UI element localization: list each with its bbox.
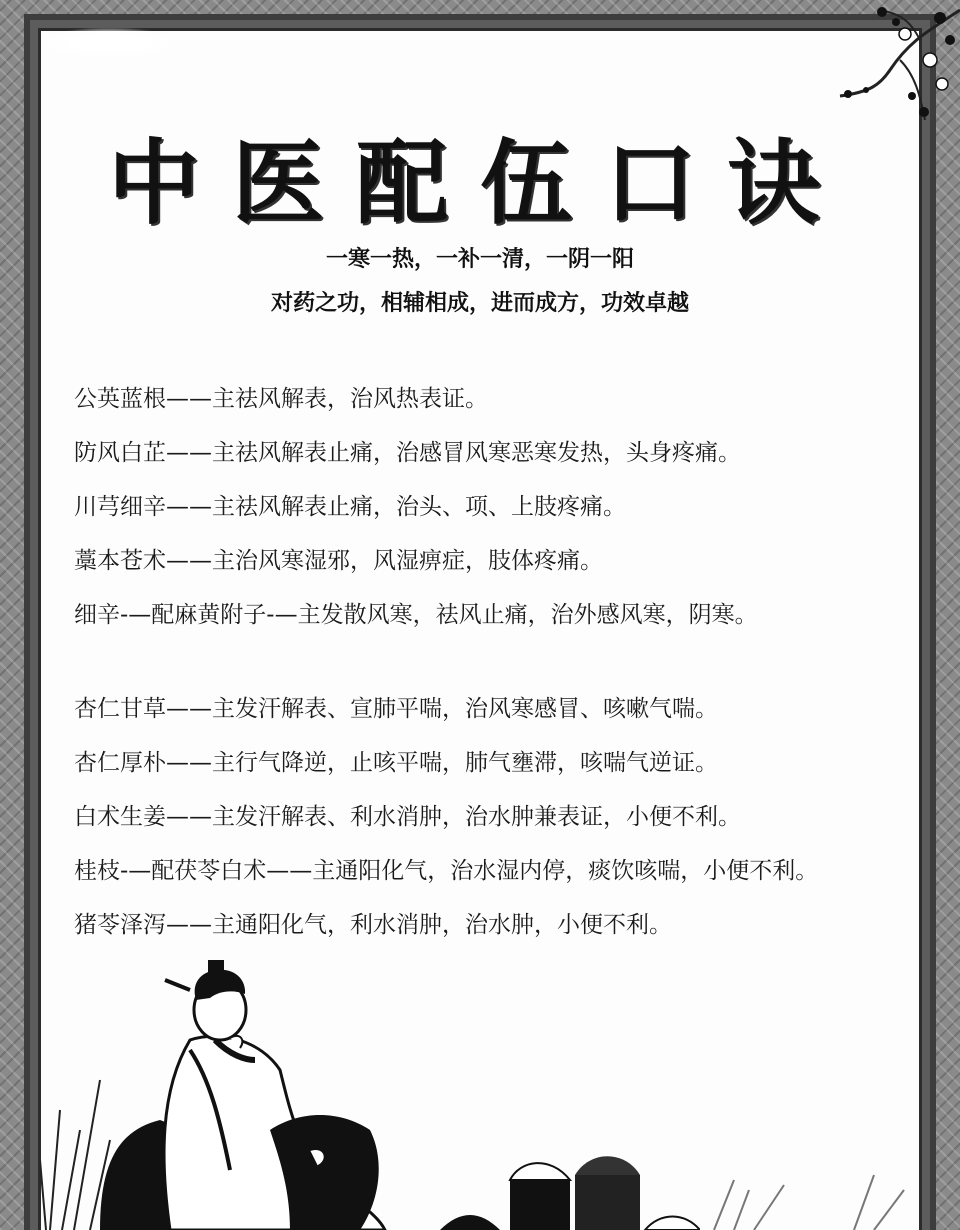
grass-decoration: [704, 1160, 924, 1230]
formula-line: 公英蓝根——主祛风解表，治风热表证。: [74, 386, 488, 412]
formula-line: 桂枝-—配茯苓白术——主通阳化气，治水湿内停，痰饮咳喘，小便不利。: [74, 858, 819, 884]
formula-line: 猪苓泽泻——主通阳化气，利水消肿，治水肿，小便不利。: [74, 912, 672, 938]
formula-line: 细辛-—配麻黄附子-—主发散风寒，祛风止痛，治外感风寒，阴寒。: [74, 602, 758, 628]
subtitle-line-2: 对药之功，相辅相成，进而成方，功效卓越: [270, 291, 689, 316]
formula-list: [74, 372, 924, 952]
formula-line: 杏仁厚朴——主行气降逆，止咳平喘，肺气壅滞，咳喘气逆证。: [74, 750, 718, 776]
formula-line: 杏仁甘草——主发汗解表、宣肺平喘，治风寒感冒、咳嗽气喘。: [74, 696, 718, 722]
formula-line: 川芎细辛——主祛风解表止痛，治头、项、上肢疼痛。: [74, 494, 626, 520]
formula-line: 白术生姜——主发汗解表、利水消肿，治水肿兼表证，小便不利。: [74, 804, 741, 830]
group-divider: [74, 642, 924, 682]
scholar-illustration: [40, 960, 420, 1230]
smudge-mark: [44, 28, 174, 58]
formula-line: 防风白芷——主祛风解表止痛，治感冒风寒恶寒发热，头身疼痛。: [74, 440, 741, 466]
subtitle-line-1: 一寒一热，一补一清，一阴一阳: [325, 247, 634, 272]
formula-line: 藁本苍术——主治风寒湿邪，风湿痹症，肢体疼痛。: [74, 548, 603, 574]
herb-baskets-illustration: [440, 1140, 700, 1230]
page-title: 中医配伍口诀: [107, 129, 852, 237]
